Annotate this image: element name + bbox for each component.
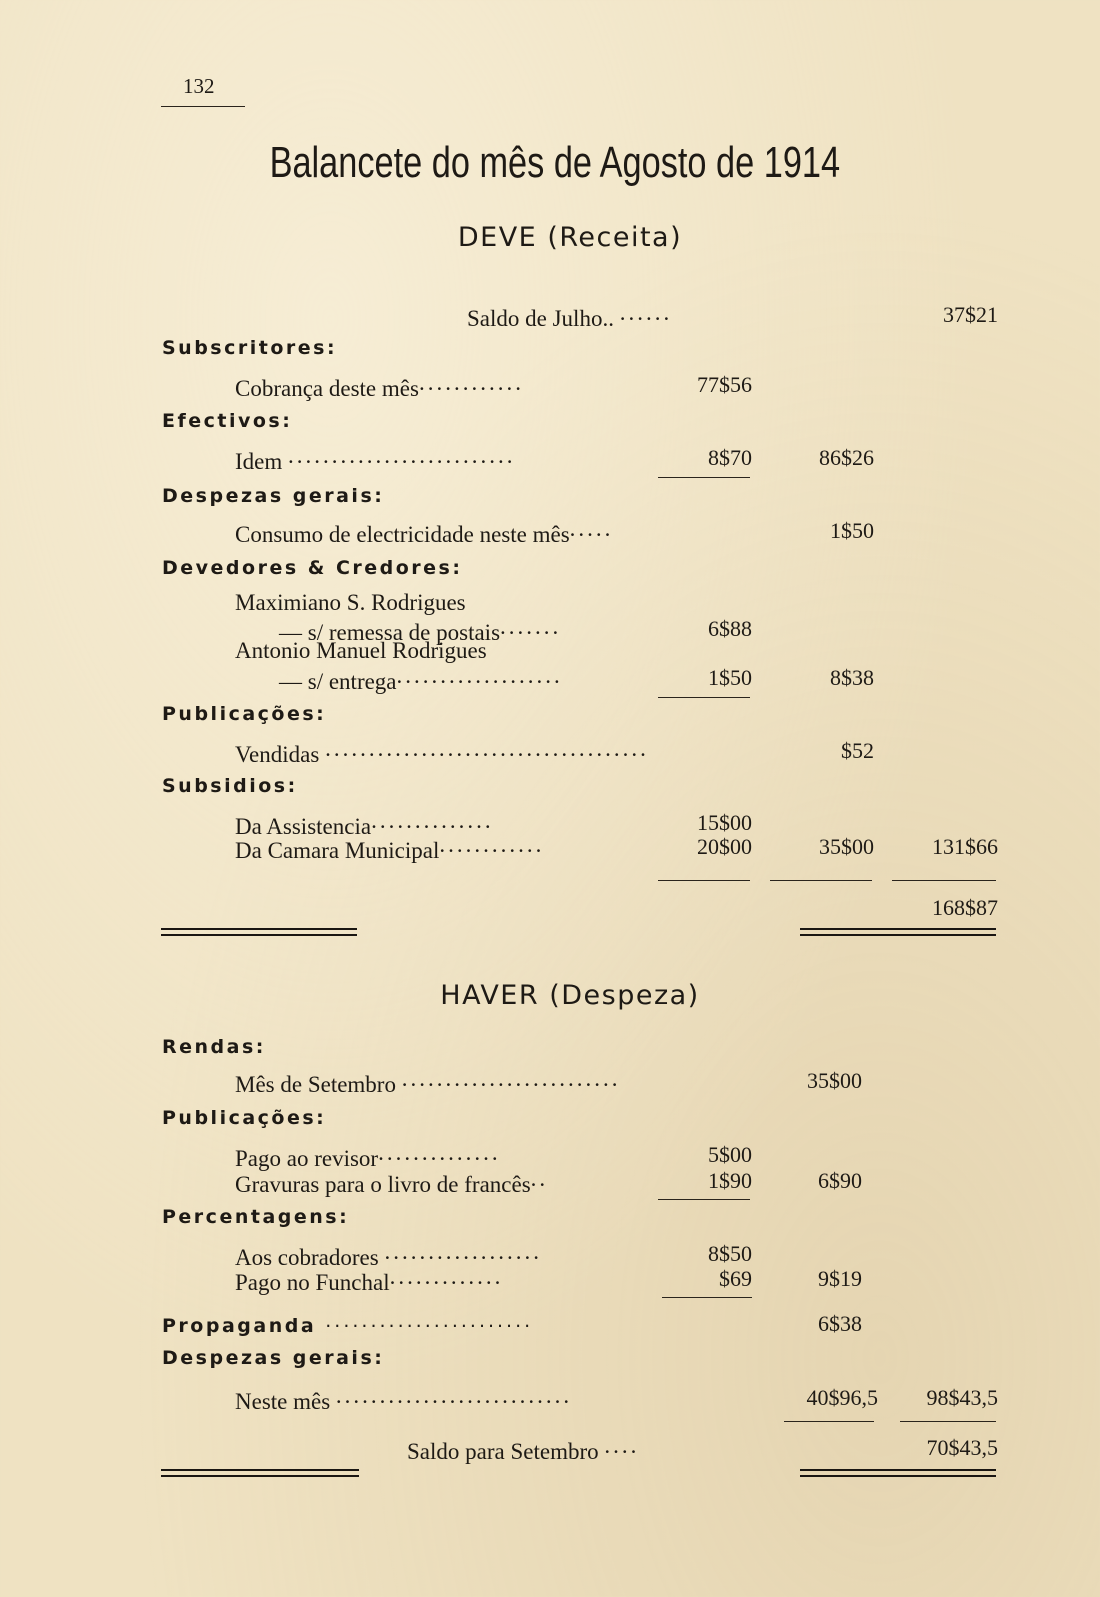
assistencia-label: Da Assistencia.............. — [235, 808, 494, 839]
double-rule — [800, 928, 996, 936]
saldo-setembro-value: 70$43,5 — [926, 1435, 998, 1460]
total-rule — [784, 1421, 874, 1422]
page-title: Balancete do mês de Agosto de 1914 — [269, 138, 841, 187]
idem-value: 8$70 — [708, 445, 752, 470]
leader-dots: ........................... — [335, 1383, 573, 1408]
double-rule — [161, 928, 357, 936]
category-efectivos: Efectivos: — [162, 410, 293, 432]
maximiano-value: 6$88 — [708, 616, 752, 641]
category-subscritores: Subscritores: — [162, 337, 338, 359]
vendidas-value: $52 — [841, 738, 874, 763]
percentagens-total: 9$19 — [818, 1266, 862, 1291]
total-rule — [658, 880, 750, 881]
consumo-value: 1$50 — [830, 518, 874, 543]
gravuras-label: Gravuras para o livro de francês.. — [235, 1166, 549, 1197]
revisor-value: 5$00 — [708, 1142, 752, 1167]
leader-dots: ...... — [619, 300, 673, 325]
subtotal-rule — [658, 1199, 750, 1200]
revisor-label: Pago ao revisor.............. — [235, 1140, 501, 1171]
funchal-label: Pago no Funchal............. — [235, 1264, 504, 1295]
leader-dots: .............. — [378, 1140, 501, 1165]
cobradores-label: Aos cobradores .................. — [235, 1239, 542, 1270]
neste-mes-label: Neste mês ........................... — [235, 1383, 573, 1414]
cobranca-label: Cobrança deste mês............ — [235, 370, 524, 401]
despeza-total: 98$43,5 — [926, 1385, 998, 1410]
idem-label: Idem .......................... — [235, 443, 516, 474]
leader-dots: ....................... — [325, 1310, 534, 1332]
leader-dots: .............. — [371, 808, 494, 833]
subtotal-rule — [658, 697, 750, 698]
efectivos-total: 86$26 — [819, 445, 874, 470]
double-rule — [800, 1469, 996, 1477]
subtotal-rule — [658, 477, 750, 478]
funchal-value: $69 — [719, 1266, 752, 1291]
leader-dots: ......................... — [401, 1066, 621, 1091]
category-publicacoes: Publicações: — [162, 1107, 327, 1129]
setembro-value: 35$00 — [807, 1068, 862, 1093]
publicacoes-total: 6$90 — [818, 1168, 862, 1193]
page-number-rule — [161, 106, 245, 107]
leader-dots: .... — [604, 1433, 640, 1458]
haver-heading: HAVER (Despeza) — [440, 980, 700, 1011]
category-despezas-gerais: Despezas gerais: — [162, 1347, 385, 1369]
camara-label: Da Camara Municipal............ — [235, 832, 545, 863]
deve-heading: DEVE (Receita) — [457, 222, 683, 253]
cobradores-value: 8$50 — [708, 1241, 752, 1266]
subsidios-total: 35$00 — [819, 834, 874, 859]
total-rule — [900, 1421, 996, 1422]
saldo-setembro-label: Saldo para Setembro .... — [407, 1433, 640, 1464]
leader-dots: ....... — [500, 614, 562, 639]
propaganda-value: 6$38 — [818, 1311, 862, 1336]
category-subsidios: Subsidios: — [162, 775, 298, 797]
gravuras-value: 1$90 — [708, 1168, 752, 1193]
neste-mes-value: 40$96,5 — [806, 1385, 878, 1410]
saldo-julho-label: Saldo de Julho.. ...... — [467, 300, 673, 331]
leader-dots: ..... — [569, 516, 614, 541]
vendidas-label: Vendidas ..................................... — [235, 736, 649, 767]
assistencia-value: 15$00 — [697, 810, 752, 835]
leader-dots: .. — [530, 1166, 549, 1191]
consumo-label: Consumo de electricidade neste mês..... — [235, 516, 614, 547]
total-rule — [892, 880, 996, 881]
double-rule — [161, 1469, 359, 1477]
leader-dots: ............. — [389, 1264, 504, 1289]
antonio-desc: — s/ entrega................... — [279, 663, 563, 694]
setembro-label: Mês de Setembro ......................... — [235, 1066, 621, 1097]
camara-value: 20$00 — [697, 834, 752, 859]
leader-dots: ............ — [418, 370, 524, 395]
total-rule — [770, 880, 872, 881]
maximiano-name: Maximiano S. Rodrigues — [235, 590, 466, 615]
category-rendas: Rendas: — [162, 1036, 266, 1058]
cobranca-value: 77$56 — [697, 372, 752, 397]
leader-dots: ..................................... — [325, 736, 649, 761]
leader-dots: .......................... — [288, 443, 516, 468]
leader-dots: .................. — [384, 1239, 542, 1264]
leader-dots: ................... — [396, 663, 563, 688]
page-number: 132 — [183, 74, 215, 98]
category-devedores-credores: Devedores & Credores: — [162, 557, 463, 579]
category-publicacoes: Publicações: — [162, 703, 327, 725]
devedores-total: 8$38 — [830, 665, 874, 690]
propaganda-label: Propaganda ....................... — [162, 1310, 534, 1337]
antonio-name: Antonio Manuel Rodrigues — [235, 638, 487, 663]
antonio-value: 1$50 — [708, 665, 752, 690]
category-percentagens: Percentagens: — [162, 1206, 350, 1228]
category-despezas-gerais: Despezas gerais: — [162, 485, 385, 507]
leader-dots: ............ — [439, 832, 545, 857]
subtotal-rule — [662, 1297, 752, 1298]
receita-total: 131$66 — [932, 834, 998, 859]
saldo-julho-value: 37$21 — [943, 302, 998, 327]
grand-total: 168$87 — [932, 895, 998, 920]
maximiano-desc: — s/ remessa de postais....... — [279, 614, 562, 645]
